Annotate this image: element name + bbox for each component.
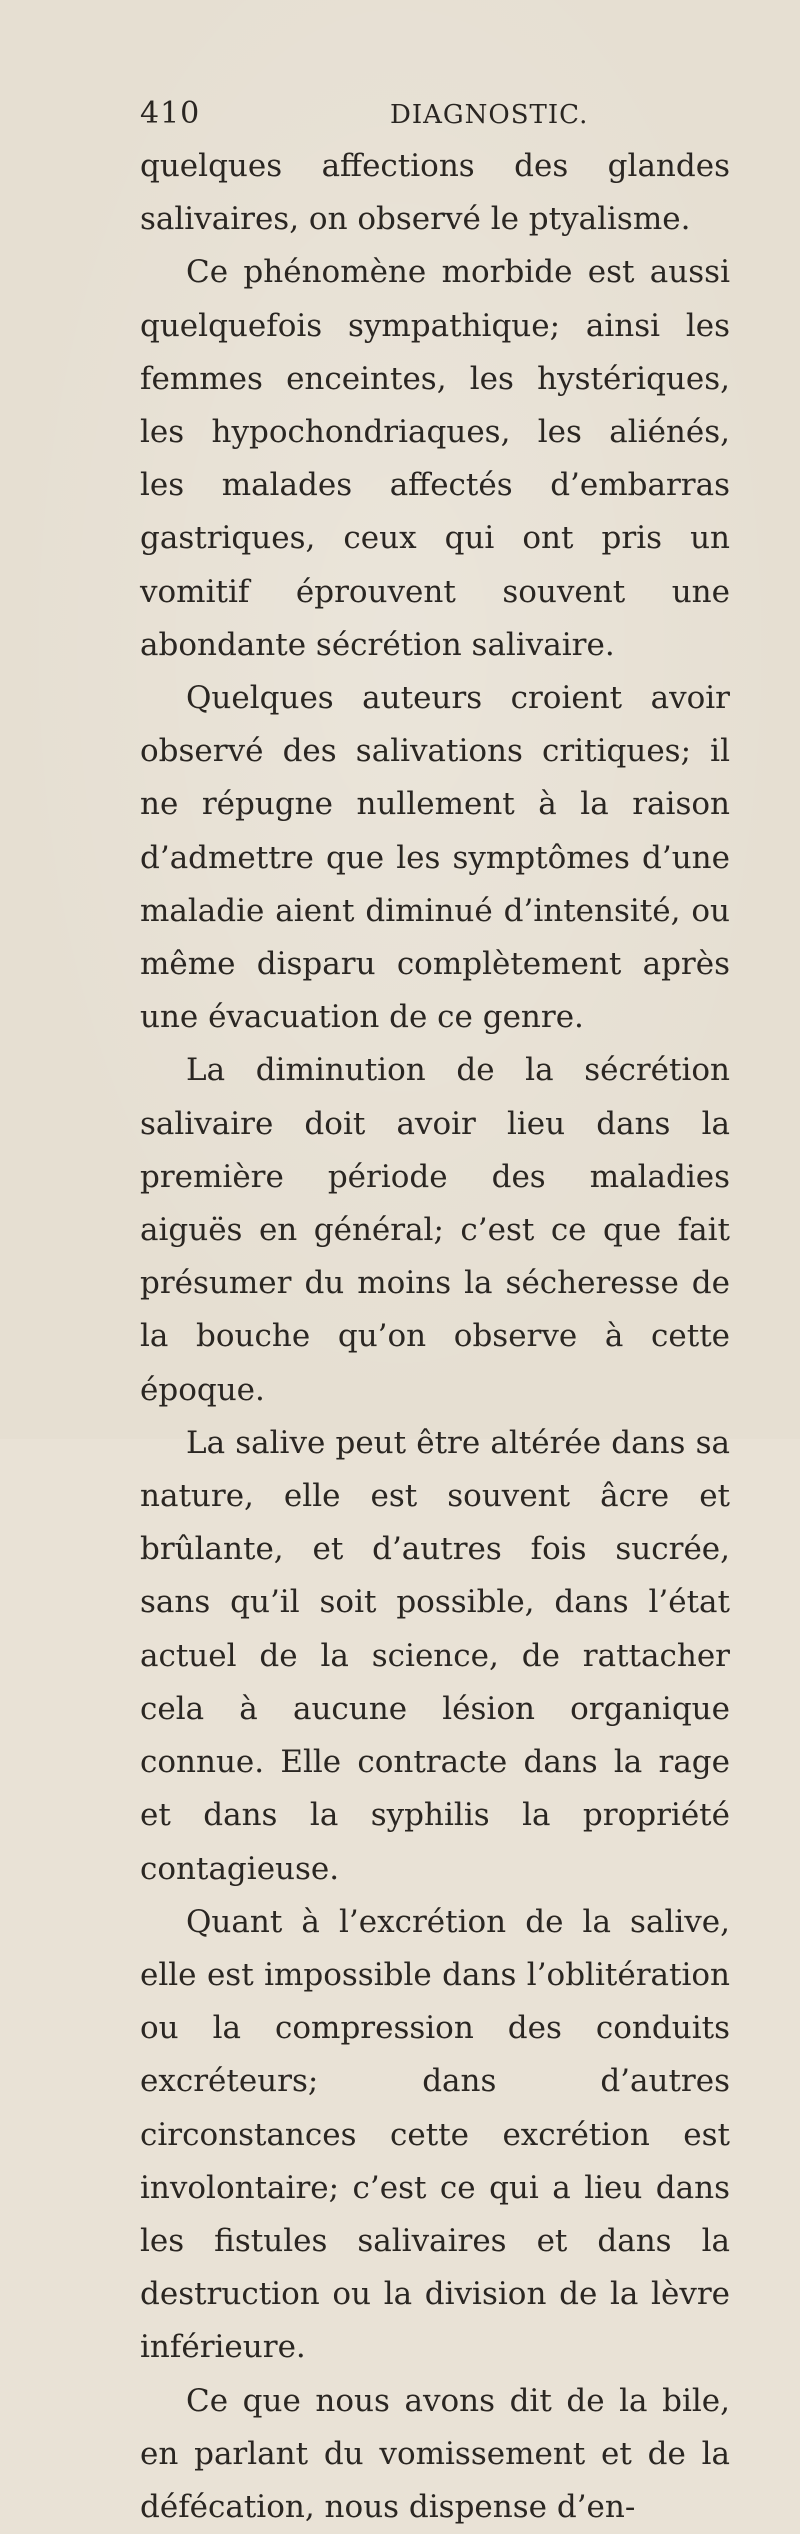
paragraph: La diminution de la sécrétion salivaire doit avoir lieu dans la première période des maladies aiguës en général; c’est ce que fait présumer du moins la sécheresse de la bouche qu’on observe à cette époque. — [140, 1052, 730, 1408]
paragraph: Quant à l’excrétion de la salive, elle est impossible dans l’oblitération ou la compression des conduits excréteurs; dans d’autres circonstances cette excrétion est involontaire; c’est ce qui a lieu dans les fistules salivaires et dans la destruction ou la division de la lèvre inférieure. — [140, 1903, 730, 2366]
body-text — [140, 140, 730, 2534]
paragraph: quelques affections des glandes salivaires, on observé le ptyalisme. — [140, 148, 730, 238]
page-number: 410 — [140, 96, 201, 131]
paragraph: Ce phénomène morbide est aussi quelquefois sympathique; ainsi les femmes enceintes, les hystériques, les hypochondriaques, les aliénés, les malades affectés d’embarras gastriques, ceux qui ont pris un vomitif éprouvent souvent une abondante sécrétion salivaire. — [140, 254, 730, 663]
paragraph: La salive peut être altérée dans sa nature, elle est souvent âcre et brûlante, et d’autres fois sucrée, sans qu’il soit possible, dans l’état actuel de la science, de rattacher cela à aucune lésion organique connue. Elle contracte dans la rage et dans la syphilis la propriété contagieuse. — [140, 1424, 730, 1887]
page-header — [140, 96, 730, 140]
paragraph: Ce que nous avons dit de la bile, en parlant du vomissement et de la défécation, nous dispense d’en- — [140, 2382, 730, 2525]
paragraph: Quelques auteurs croient avoir observé des salivations critiques; il ne répugne nullement à la raison d’admettre que les symptômes d’une maladie aient diminué d’intensité, ou même disparu complètement après une évacuation de ce genre. — [140, 680, 730, 1036]
running-head: DIAGNOSTIC. — [390, 100, 589, 130]
